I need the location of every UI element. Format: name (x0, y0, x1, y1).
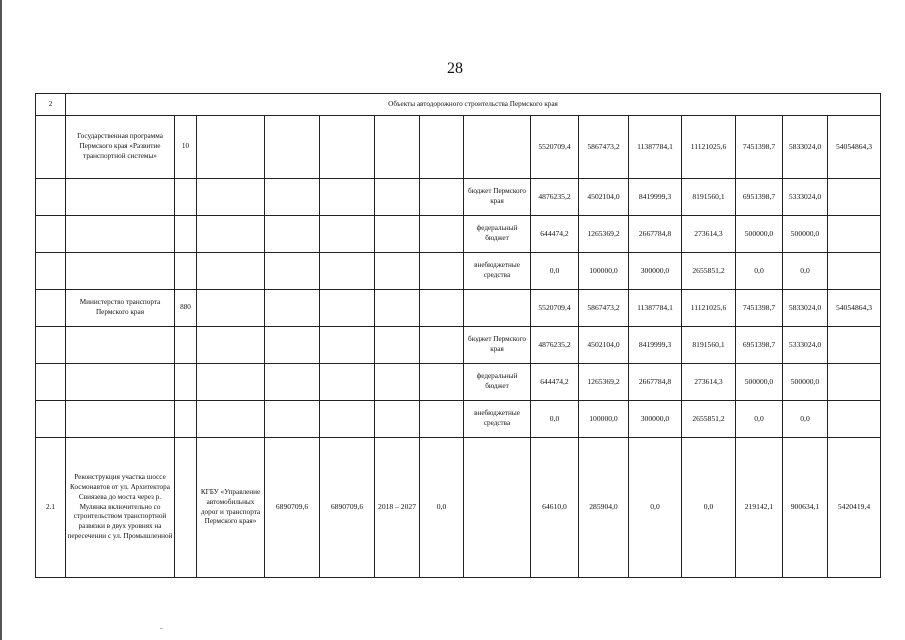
row-cost (265, 364, 320, 401)
row-organization (197, 216, 265, 253)
row-source (464, 116, 531, 179)
item-code (175, 438, 197, 578)
row-cost (265, 116, 320, 179)
item-period: 2018 – 2027 (375, 438, 420, 578)
row-period (375, 216, 420, 253)
row-cost-2 (320, 179, 375, 216)
row-done (420, 290, 464, 327)
row-value-2: 100000,0 (579, 253, 629, 290)
row-code (175, 327, 197, 364)
row-value-5: 6951398,7 (736, 327, 783, 364)
row-value-2: 4502104,0 (579, 179, 629, 216)
row-value-3: 2667784,8 (629, 216, 682, 253)
row-name (66, 253, 175, 290)
item-number: 2.1 (36, 438, 66, 578)
row-total (828, 253, 881, 290)
row-value-6: 5833024,0 (783, 290, 828, 327)
row-value-6: 500000,0 (783, 216, 828, 253)
row-total (828, 327, 881, 364)
scan-edge (0, 0, 2, 640)
row-cost (265, 327, 320, 364)
row-number (36, 253, 66, 290)
row-done (420, 364, 464, 401)
row-period (375, 116, 420, 179)
row-code (175, 401, 197, 438)
row-done (420, 179, 464, 216)
item-value-1: 64610,0 (531, 438, 579, 578)
table-row-item (36, 438, 881, 578)
table-row (36, 290, 881, 327)
table-row (36, 364, 881, 401)
row-value-2: 4502104,0 (579, 327, 629, 364)
row-value-4: 11121025,6 (682, 290, 736, 327)
row-value-2: 1265369,2 (579, 364, 629, 401)
item-value-3: 0,0 (629, 438, 682, 578)
item-done: 0,0 (420, 438, 464, 578)
row-source: внебюджетные средства (464, 253, 531, 290)
row-source: федеральный бюджет (464, 216, 531, 253)
row-code (175, 179, 197, 216)
row-value-2: 100000,0 (579, 401, 629, 438)
item-value-6: 900634,1 (783, 438, 828, 578)
row-value-6: 5333024,0 (783, 327, 828, 364)
table-row (36, 179, 881, 216)
row-period (375, 364, 420, 401)
row-name (66, 364, 175, 401)
row-cost-2 (320, 401, 375, 438)
row-code: 10 (175, 116, 197, 179)
row-done (420, 253, 464, 290)
row-value-2: 5867473,2 (579, 290, 629, 327)
row-value-2: 5867473,2 (579, 116, 629, 179)
row-value-5: 0,0 (736, 401, 783, 438)
row-organization (197, 327, 265, 364)
row-value-1: 4876235,2 (531, 327, 579, 364)
row-done (420, 116, 464, 179)
row-done (420, 327, 464, 364)
row-value-3: 8419999,3 (629, 327, 682, 364)
row-value-2: 1265369,2 (579, 216, 629, 253)
row-value-4: 2655851,2 (682, 401, 736, 438)
row-number (36, 179, 66, 216)
row-value-5: 500000,0 (736, 216, 783, 253)
row-value-5: 500000,0 (736, 364, 783, 401)
row-number (36, 327, 66, 364)
row-code (175, 253, 197, 290)
row-done (420, 401, 464, 438)
row-number (36, 216, 66, 253)
row-total (828, 216, 881, 253)
row-value-4: 2655851,2 (682, 253, 736, 290)
row-organization (197, 179, 265, 216)
row-period (375, 327, 420, 364)
table-row (36, 327, 881, 364)
row-value-3: 8419999,3 (629, 179, 682, 216)
row-value-6: 500000,0 (783, 364, 828, 401)
row-source: бюджет Пермского края (464, 327, 531, 364)
page-number: 28 (447, 60, 463, 77)
row-number (36, 116, 66, 179)
row-number (36, 290, 66, 327)
row-organization (197, 116, 265, 179)
row-cost-2 (320, 364, 375, 401)
row-value-3: 11387784,1 (629, 290, 682, 327)
row-value-4: 8191560,1 (682, 179, 736, 216)
row-value-4: 273614,3 (682, 216, 736, 253)
table-row (36, 401, 881, 438)
row-value-1: 644474,2 (531, 216, 579, 253)
row-source: федеральный бюджет (464, 364, 531, 401)
scan-speck (160, 628, 163, 629)
row-value-5: 0,0 (736, 253, 783, 290)
row-source: внебюджетные средства (464, 401, 531, 438)
row-name (66, 179, 175, 216)
row-value-4: 8191560,1 (682, 327, 736, 364)
row-value-3: 300000,0 (629, 253, 682, 290)
row-period (375, 253, 420, 290)
row-value-4: 11121025,6 (682, 116, 736, 179)
row-value-4: 273614,3 (682, 364, 736, 401)
row-done (420, 216, 464, 253)
row-name: Государственная программа Пермского края «Развитие транспортной системы» (66, 116, 175, 179)
row-number (36, 401, 66, 438)
section-title: Объекты автодорожного строительства Пермского края (66, 94, 881, 116)
row-value-1: 4876235,2 (531, 179, 579, 216)
row-value-6: 0,0 (783, 401, 828, 438)
row-period (375, 401, 420, 438)
row-cost-2 (320, 216, 375, 253)
row-organization (197, 401, 265, 438)
row-total: 54054864,3 (828, 116, 881, 179)
row-name (66, 401, 175, 438)
row-cost (265, 290, 320, 327)
item-name: Реконструкция участка шоссе Космонавтов от ул. Архитектора Свиязева до моста через р. Мулянка включительно со строительством транспортной развязки в двух уровнях на пересечении с ул. Промышленной (66, 438, 175, 578)
row-value-1: 0,0 (531, 401, 579, 438)
row-value-3: 300000,0 (629, 401, 682, 438)
row-total (828, 179, 881, 216)
row-value-1: 5520709,4 (531, 116, 579, 179)
row-value-1: 644474,2 (531, 364, 579, 401)
row-value-5: 7451398,7 (736, 290, 783, 327)
item-organization: КГБУ «Управление автомобильных дорог и транспорта Пермского края» (197, 438, 265, 578)
row-value-5: 6951398,7 (736, 179, 783, 216)
table-row (36, 253, 881, 290)
section-header-row (36, 94, 881, 116)
row-cost (265, 179, 320, 216)
row-value-5: 7451398,7 (736, 116, 783, 179)
row-cost-2 (320, 290, 375, 327)
row-name (66, 327, 175, 364)
row-cost-2 (320, 116, 375, 179)
row-cost (265, 401, 320, 438)
item-value-4: 0,0 (682, 438, 736, 578)
table-row (36, 116, 881, 179)
item-cost: 6890709,6 (265, 438, 320, 578)
row-total: 54054864,3 (828, 290, 881, 327)
row-organization (197, 253, 265, 290)
row-name (66, 216, 175, 253)
item-cost-2: 6890709,6 (320, 438, 375, 578)
row-period (375, 290, 420, 327)
row-total (828, 401, 881, 438)
item-total: 5420419,4 (828, 438, 881, 578)
row-value-3: 2667784,8 (629, 364, 682, 401)
row-cost-2 (320, 253, 375, 290)
budget-table (35, 93, 881, 578)
row-name: Министерство транспорта Пермского края (66, 290, 175, 327)
row-cost (265, 253, 320, 290)
item-source (464, 438, 531, 578)
row-code (175, 216, 197, 253)
section-number: 2 (36, 94, 66, 116)
row-source: бюджет Пермского края (464, 179, 531, 216)
row-organization (197, 290, 265, 327)
row-value-1: 5520709,4 (531, 290, 579, 327)
row-period (375, 179, 420, 216)
row-cost-2 (320, 327, 375, 364)
row-value-1: 0,0 (531, 253, 579, 290)
row-value-3: 11387784,1 (629, 116, 682, 179)
row-number (36, 364, 66, 401)
row-cost (265, 216, 320, 253)
row-value-6: 5833024,0 (783, 116, 828, 179)
row-source (464, 290, 531, 327)
row-value-6: 0,0 (783, 253, 828, 290)
item-value-2: 285904,0 (579, 438, 629, 578)
row-code: 880 (175, 290, 197, 327)
table-row (36, 216, 881, 253)
row-code (175, 364, 197, 401)
item-value-5: 219142,1 (736, 438, 783, 578)
row-organization (197, 364, 265, 401)
row-total (828, 364, 881, 401)
row-value-6: 5333024,0 (783, 179, 828, 216)
